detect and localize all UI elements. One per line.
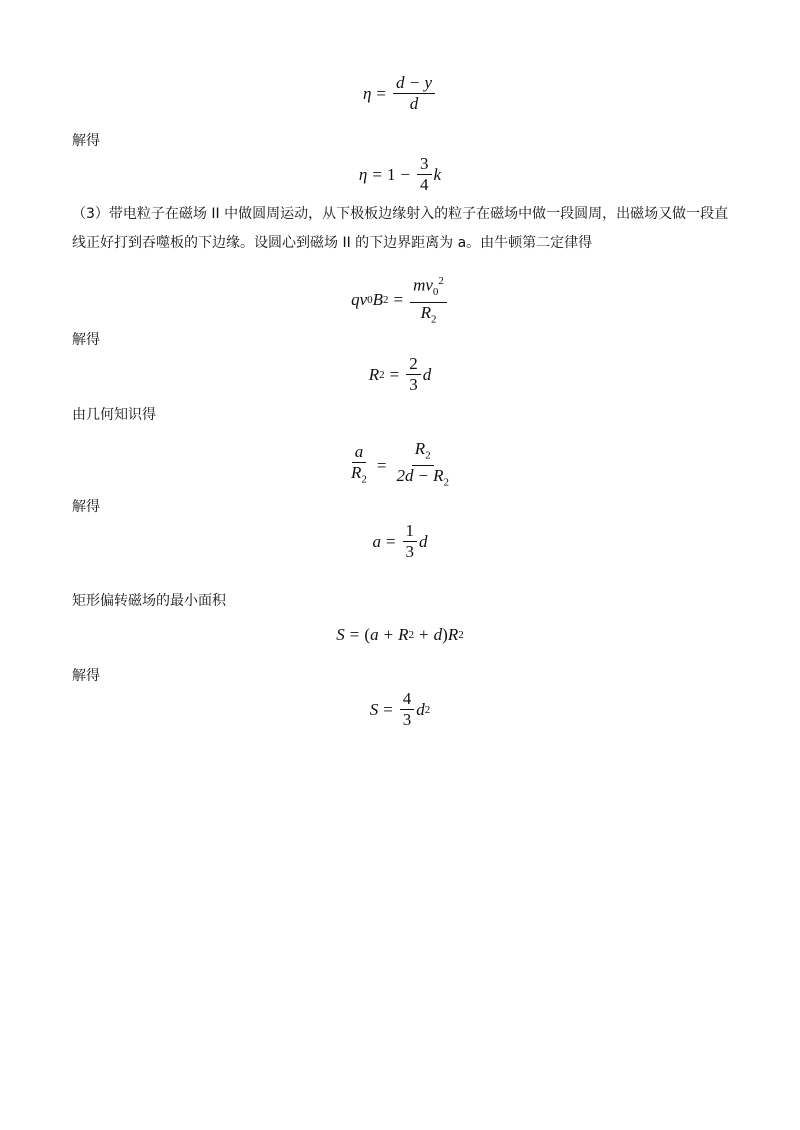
eq1-denominator: d	[409, 94, 419, 113]
eq4-variable: d	[422, 364, 432, 384]
eq5-left-den-R: R	[351, 463, 362, 483]
eq6-fraction	[403, 522, 418, 561]
paragraph-solve-4: 解得	[72, 668, 100, 684]
eq6-variable: d	[419, 531, 428, 551]
eq7-close-paren: )	[442, 625, 448, 644]
paragraph-min-area: 矩形偏转磁场的最小面积	[72, 593, 226, 609]
eq7-plus-1: +	[383, 625, 394, 644]
eq2-numerator: 3	[417, 155, 432, 175]
eq7-R: R	[398, 625, 409, 644]
eq5-right-numerator	[412, 440, 434, 466]
eq3-num-m: m	[413, 275, 426, 295]
eq6-lhs: a	[372, 531, 381, 551]
equation-eta-result	[0, 155, 800, 194]
eq3-fraction	[410, 272, 447, 328]
eq3-num-v-sub: 0	[432, 286, 439, 299]
eq1-numerator: d − y	[393, 74, 435, 94]
eq5-right-num-sub: 2	[425, 449, 431, 462]
equation-newton-second-law	[0, 272, 800, 328]
eq5-left-fraction	[348, 443, 370, 488]
eq5-right-den-pre: 2d	[396, 466, 414, 486]
eq4-numerator: 2	[406, 355, 421, 375]
eq7-open-paren: (	[364, 625, 371, 644]
paragraph-solve-2: 解得	[72, 332, 100, 348]
equation-area-result	[0, 690, 800, 729]
eq5-left-denominator	[348, 463, 370, 488]
eq7-R2-sub: 2	[458, 629, 464, 641]
eq1-equals: =	[376, 83, 386, 103]
eq1-lhs: η	[362, 83, 372, 103]
eq7-a: a	[370, 625, 379, 644]
equation-distance-result	[0, 522, 800, 561]
equation-area-expression	[0, 625, 800, 645]
eq3-B: B	[372, 290, 383, 310]
paragraph-part3-line1: （3）带电粒子在磁场 II 中做圆周运动，从下极板边缘射入的粒子在磁场中做一段圆周，出磁场又做一段直	[72, 206, 729, 222]
eq1-fraction	[393, 74, 435, 113]
eq3-num-v: v	[425, 275, 433, 295]
eq7-equals: =	[349, 625, 360, 644]
equation-radius-result	[0, 355, 800, 394]
eq7-plus-2: +	[419, 625, 429, 644]
eq7-d: d	[433, 625, 443, 644]
eq7-lhs: S	[336, 625, 345, 644]
eq4-equals: =	[389, 364, 400, 384]
eq8-numerator: 4	[400, 690, 415, 710]
eq8-denominator: 3	[402, 710, 412, 729]
eq8-variable: d	[416, 699, 425, 719]
eq4-fraction	[406, 355, 421, 394]
eq6-denominator: 3	[405, 542, 415, 561]
eq8-variable-sup: 2	[424, 703, 431, 716]
eq5-left-den-sub: 2	[361, 473, 367, 486]
eq6-equals: =	[385, 531, 396, 551]
paragraph-geometry: 由几何知识得	[72, 407, 156, 423]
paragraph-part3-line2: 线正好打到吞噬板的下边缘。设圆心到磁场 II 的下边界距离为 a。由牛顿第二定律得	[72, 235, 593, 251]
eq4-denominator: 3	[409, 375, 418, 394]
eq3-denominator	[418, 303, 440, 328]
eq4-R: R	[368, 364, 380, 384]
eq5-right-num-R: R	[414, 439, 426, 458]
eq3-v-sub: 0	[367, 294, 373, 307]
eq5-equals: =	[376, 455, 387, 475]
eq2-variable: k	[433, 164, 442, 184]
eq5-left-numerator: a	[352, 443, 367, 463]
eq5-right-den-R: R	[433, 466, 444, 486]
eq2-fraction	[417, 155, 432, 194]
eq2-equals: =	[372, 164, 382, 184]
eq2-one: 1	[386, 164, 396, 184]
eq3-numerator	[410, 272, 447, 303]
eq3-v: v	[359, 290, 368, 310]
eq3-B-sub: 2	[383, 294, 389, 307]
eq4-R-sub: 2	[379, 368, 385, 381]
eq3-q: q	[351, 290, 360, 310]
eq3-equals: =	[393, 290, 404, 310]
eq3-den-R-sub: 2	[430, 313, 437, 326]
eq5-right-den-sub: 2	[443, 476, 449, 489]
paragraph-solve-1: 解得	[72, 133, 100, 149]
eq2-minus: −	[400, 164, 411, 184]
equation-geometry-ratio	[0, 440, 800, 492]
equation-eta-definition	[0, 74, 800, 113]
eq8-fraction	[400, 690, 415, 729]
paragraph-solve-3: 解得	[72, 499, 100, 515]
eq2-lhs: η	[358, 164, 368, 184]
eq8-equals: =	[383, 699, 393, 719]
eq3-num-v-sup: 2	[438, 275, 444, 287]
eq8-lhs: S	[369, 699, 379, 719]
eq7-R-sub: 2	[408, 629, 415, 641]
eq7-R2: R	[447, 625, 459, 644]
eq5-right-den-minus: −	[418, 466, 429, 486]
eq5-right-fraction	[394, 440, 452, 492]
eq5-right-denominator	[394, 466, 452, 491]
eq6-numerator: 1	[403, 522, 418, 542]
eq2-denominator: 4	[420, 175, 429, 194]
eq3-den-R: R	[420, 303, 431, 323]
